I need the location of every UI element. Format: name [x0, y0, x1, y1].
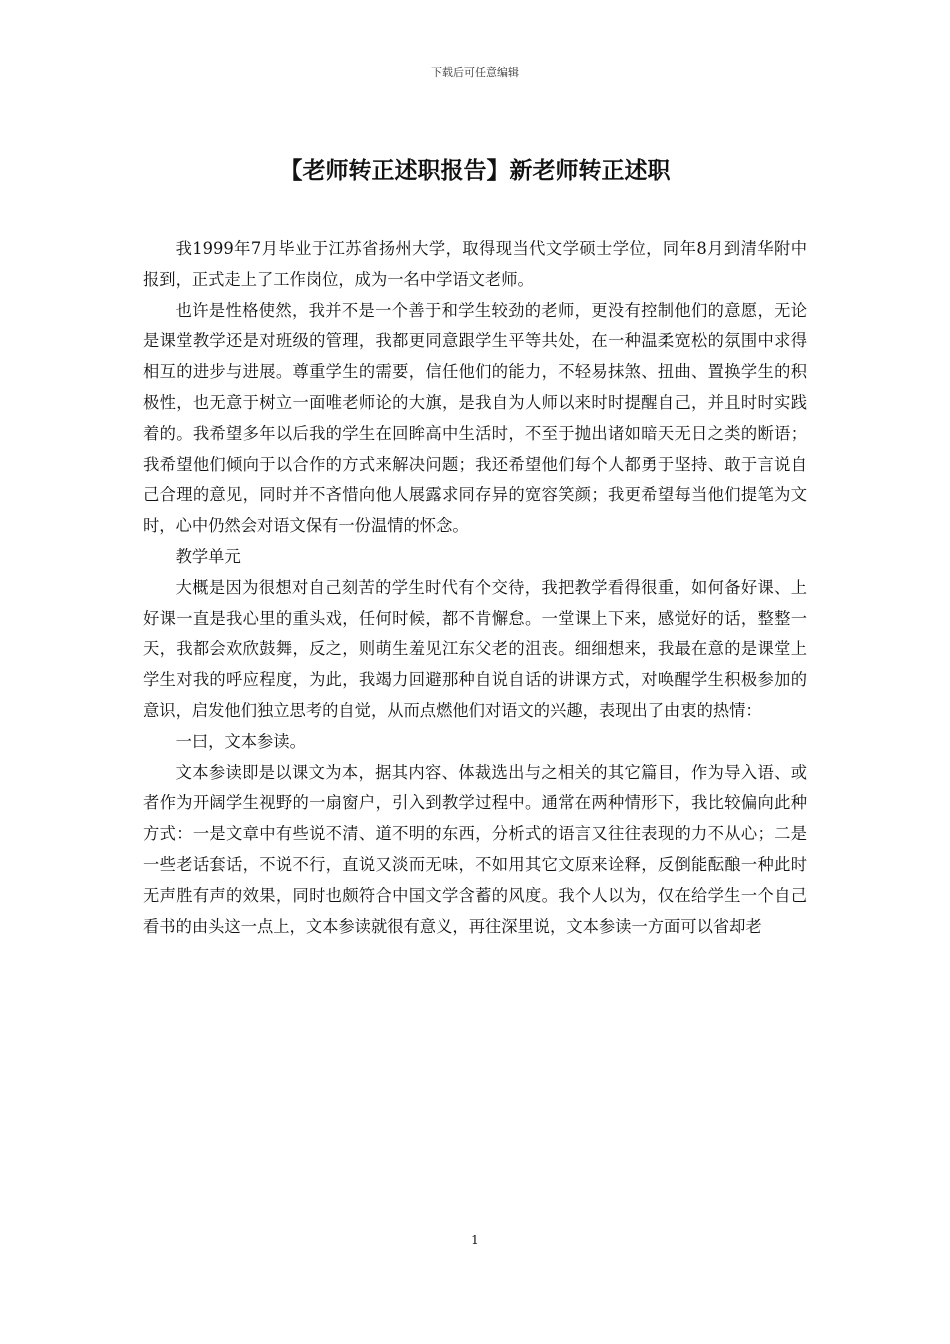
document-body	[143, 234, 807, 942]
subsection-heading: 一曰，文本参读。	[175, 731, 306, 751]
document-title: 【老师转正述职报告】新老师转正述职	[279, 157, 671, 184]
paragraph: 也许是性格使然，我并不是一个善于和学生较劲的老师，更没有控制他们的意愿，无论是课堂教学还是对班级的管理，我都更同意跟学生平等共处，在一种温柔宽松的氛围中求得相互的进步与进展。尊重学生的需要，信任他们的能力，不轻易抹煞、扭曲、置换学生的积极性，也无意于树立一面唯老师论的大旗，是我自为人师以来时时提醒自己，并且时时实践着的。我希望多年以后我的学生在回眸高中生活时，不至于抛出诸如暗天无日之类的断语；我希望他们倾向于以合作的方式来解决问题；我还希望他们每个人都勇于坚持、敢于言说自己合理的意见，同时并不吝惜向他人展露求同存异的宽容笑颜；我更希望每当他们提笔为文时，心中仍然会对语文保有一份温情的怀念。	[143, 300, 807, 536]
paragraph: 我1999年7月毕业于江苏省扬州大学，取得现当代文学硕士学位，同年8月到清华附中报到，正式走上了工作岗位，成为一名中学语文老师。	[143, 239, 807, 289]
page-number: 1	[471, 1233, 479, 1247]
page-header-note: 下载后可任意编辑	[431, 66, 519, 79]
section-heading: 教学单元	[175, 546, 241, 566]
paragraph: 文本参读即是以课文为本，据其内容、体裁选出与之相关的其它篇目，作为导入语、或者作为开阔学生视野的一扇窗户，引入到教学过程中。通常在两种情形下，我比较偏向此种方式：一是文章中有些说不清、道不明的东西，分析式的语言又往往表现的力不从心；二是一些老话套话，不说不行，直说又淡而无味，不如用其它文原来诠释，反倒能酝酿一种此时无声胜有声的效果，同时也颇符合中国文学含蓄的风度。我个人以为，仅在给学生一个自己看书的由头这一点上，文本参读就很有意义，再往深里说，文本参读一方面可以省却老	[143, 762, 807, 936]
paragraph: 大概是因为很想对自己刻苦的学生时代有个交待，我把教学看得很重，如何备好课、上好课一直是我心里的重头戏，任何时候，都不肯懈怠。一堂课上下来，感觉好的话，整整一天，我都会欢欣鼓舞，反之，则萌生羞见江东父老的沮丧。细细想来，我最在意的是课堂上学生对我的呼应程度，为此，我竭力回避那种自说自话的讲课方式，对唤醒学生积极参加的意识，启发他们独立思考的自觉，从而点燃他们对语文的兴趣，表现出了由衷的热情：	[143, 577, 807, 720]
